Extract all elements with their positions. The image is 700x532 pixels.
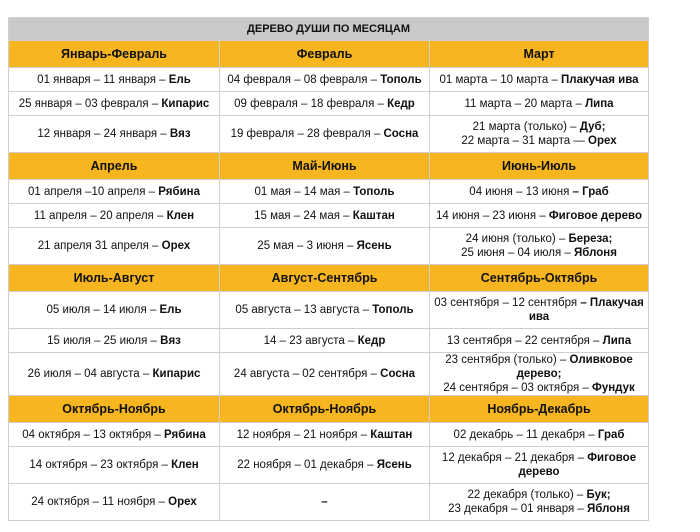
month-header: Октябрь-Ноябрь [220, 396, 430, 423]
month-header: Февраль [220, 41, 430, 68]
date-range-cell [220, 204, 430, 228]
month-header: Январь-Февраль [9, 41, 220, 68]
tree-name: Береза; [568, 233, 613, 245]
month-header: Май-Июнь [220, 153, 430, 180]
month-header: Март [430, 41, 649, 68]
date-range-text: 13 сентября – 22 сентября – [446, 334, 603, 347]
table-row [9, 180, 649, 204]
date-range-cell [220, 484, 430, 521]
date-range-text: 15 мая – 24 мая – [254, 209, 353, 222]
tree-name: Вяз [160, 334, 181, 347]
date-range-text: 14 – 23 августа – [263, 334, 358, 347]
tree-name: Ель [159, 304, 182, 316]
tree-name: Кедр [357, 334, 386, 347]
tree-name: Ясень [376, 459, 412, 471]
date-range-cell [220, 116, 430, 153]
tree-name: Яблоня [574, 247, 617, 259]
tree-name: Орех [588, 135, 617, 147]
date-range-text: 25 июня – 04 июля – [461, 247, 574, 259]
tree-name: Тополь [372, 304, 414, 316]
date-range-text: 11 марта – 20 марта – [464, 97, 586, 110]
date-range-cell [430, 447, 649, 484]
date-range-text: 05 июля – 14 июля – [46, 304, 160, 316]
tree-name: Фиговое дерево [518, 452, 637, 478]
table-row [9, 447, 649, 484]
date-range-cell [220, 92, 430, 116]
date-range-cell [9, 423, 220, 447]
date-range-text: 01 марта – 10 марта – [439, 73, 562, 86]
date-range-text: 01 января – 11 января – [37, 73, 169, 86]
date-range-text: 24 августа – 02 сентября – [233, 368, 381, 380]
tree-name: Липа [602, 334, 632, 347]
tree-name: Кипарис [161, 97, 210, 110]
date-range-text: 21 апреля 31 апреля – [37, 240, 162, 252]
date-range-text: 19 февраля – 28 февраля – [230, 128, 384, 140]
date-range-cell [430, 180, 649, 204]
date-range-cell [220, 329, 430, 353]
tree-name: Яблоня [586, 503, 630, 515]
table-row [9, 116, 649, 153]
tree-name: – [321, 496, 328, 508]
date-range-text: 24 сентября – 03 октября – [443, 382, 593, 394]
date-range-text: 12 января – 24 января – [37, 128, 170, 140]
date-range-text: 01 апреля –10 апреля – [27, 185, 159, 198]
tree-name: Клен [166, 209, 195, 222]
date-range-text: 02 декабрь – 11 декабря – [453, 428, 598, 441]
date-range-cell [430, 92, 649, 116]
date-range-text: 24 октября – 11 ноября – [31, 496, 169, 508]
date-range-text: 04 октября – 13 октября – [22, 428, 165, 441]
tree-name: Фиговое дерево [548, 209, 642, 222]
tree-name: Рябина [158, 185, 201, 198]
date-range-text: 25 мая – 3 июня – [257, 240, 357, 252]
date-range-text: 04 февраля – 08 февраля – [227, 73, 381, 86]
table-row [9, 423, 649, 447]
tree-name: Липа [585, 97, 614, 110]
date-range-cell [9, 484, 220, 521]
date-range-text: 03 сентября – 12 сентября [434, 297, 581, 309]
month-header: Октябрь-Ноябрь [9, 396, 220, 423]
date-range-cell [9, 116, 220, 153]
date-range-text: 04 июня – 13 июня [469, 185, 573, 198]
date-range-text: 15 июля – 25 июля – [47, 334, 161, 347]
date-range-text: 22 ноября – 01 декабря – [237, 459, 377, 471]
table-row [9, 68, 649, 92]
date-range-cell [9, 92, 220, 116]
table-row [9, 484, 649, 521]
date-range-text: 14 октября – 23 октября – [29, 459, 172, 471]
date-range-text: 22 декабря (только) – [467, 489, 587, 501]
table-row [9, 92, 649, 116]
table-row [9, 204, 649, 228]
month-header: Июнь-Июль [430, 153, 649, 180]
date-range-cell [430, 204, 649, 228]
date-range-text: 24 июня (только) – [465, 233, 569, 245]
date-range-cell [430, 228, 649, 265]
month-header: Апрель [9, 153, 220, 180]
month-header: Ноябрь-Декабрь [430, 396, 649, 423]
date-range-cell [9, 68, 220, 92]
date-range-cell [9, 447, 220, 484]
month-header: Июль-Август [9, 265, 220, 292]
date-range-text: 12 декабря – 21 декабря – [441, 452, 588, 464]
tree-name: Орех [161, 240, 191, 252]
date-range-cell [9, 292, 220, 329]
tree-name: – Граб [572, 185, 609, 198]
tree-name: Сосна [383, 128, 419, 140]
month-header-row [9, 41, 649, 68]
date-range-cell [9, 329, 220, 353]
date-range-text: 25 января – 03 февраля – [18, 97, 162, 110]
tree-name: Граб [597, 428, 625, 441]
tree-name: Вяз [169, 128, 191, 140]
month-header-row [9, 396, 649, 423]
tree-name: Оливковое дерево; [516, 354, 633, 380]
tree-name: Фундук [592, 382, 635, 394]
date-range-cell [220, 228, 430, 265]
date-range-cell [430, 68, 649, 92]
tree-name: Бук; [586, 489, 611, 501]
table-row [9, 228, 649, 265]
date-range-text: 12 ноября – 21 ноября – [236, 428, 371, 441]
tree-name: Ель [168, 73, 191, 86]
month-header: Сентябрь-Октябрь [430, 265, 649, 292]
date-range-text: 26 июля – 04 августа – [27, 368, 153, 380]
date-range-cell [9, 228, 220, 265]
date-range-cell [9, 180, 220, 204]
tree-name: Клен [171, 459, 199, 471]
tree-name: Тополь [353, 185, 395, 198]
tree-name: Кипарис [152, 368, 201, 380]
month-header-row [9, 153, 649, 180]
tree-name: Плакучая ива [561, 73, 639, 86]
date-range-text: 11 апреля – 20 апреля – [33, 209, 167, 222]
date-range-cell [430, 423, 649, 447]
table-title: ДЕРЕВО ДУШИ ПО МЕСЯЦАМ [9, 18, 649, 41]
month-header-row [9, 265, 649, 292]
month-header: Август-Сентябрь [220, 265, 430, 292]
title-row [9, 18, 649, 41]
table-row [9, 353, 649, 396]
table-body [9, 18, 649, 521]
table-row [9, 292, 649, 329]
date-range-text: 22 марта – 31 марта — [461, 135, 588, 147]
tree-name: – Плакучая ива [528, 297, 644, 323]
date-range-text: 01 мая – 14 мая – [254, 185, 354, 198]
tree-name: Каштан [370, 428, 413, 441]
date-range-cell [430, 484, 649, 521]
date-range-cell [220, 353, 430, 396]
date-range-text: 23 декабря – 01 января – [448, 503, 587, 515]
date-range-cell [430, 292, 649, 329]
tree-name: Орех [168, 496, 197, 508]
tree-name: Сосна [380, 368, 416, 380]
date-range-cell [430, 353, 649, 396]
date-range-cell [9, 204, 220, 228]
date-range-cell [9, 353, 220, 396]
date-range-cell [430, 329, 649, 353]
date-range-cell [430, 116, 649, 153]
date-range-text: 14 июня – 23 июня – [436, 209, 549, 222]
date-range-text: 05 августа – 13 августа – [235, 304, 373, 316]
tree-name: Кедр [387, 97, 415, 110]
date-range-text: 09 февраля – 18 февраля – [234, 97, 388, 110]
tree-name: Ясень [356, 240, 392, 252]
tree-name: Рябина [164, 428, 206, 441]
tree-name: Тополь [380, 73, 422, 86]
date-range-text: 21 марта (только) – [472, 121, 580, 133]
date-range-cell [220, 68, 430, 92]
date-range-cell [220, 423, 430, 447]
date-range-cell [220, 292, 430, 329]
date-range-text: 23 сентября (только) – [445, 354, 570, 366]
tree-name: Каштан [352, 209, 395, 222]
date-range-cell [220, 447, 430, 484]
table-row [9, 329, 649, 353]
date-range-cell [220, 180, 430, 204]
tree-name: Дуб; [579, 121, 606, 133]
soul-tree-table [8, 17, 649, 521]
